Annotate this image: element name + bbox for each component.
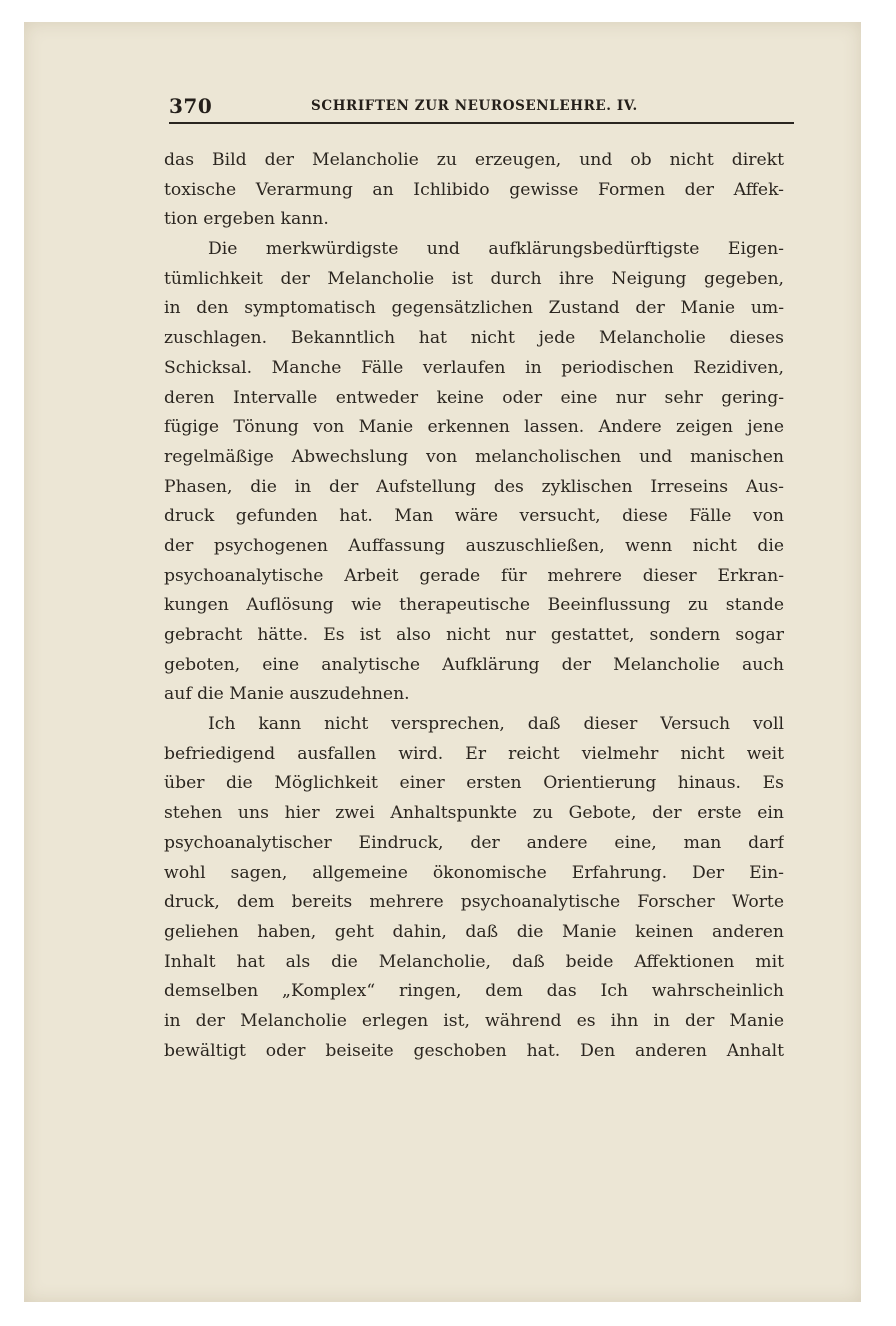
text-line: demselben „Komplex“ ringen, dem das Ich wahrscheinlich: [164, 981, 784, 1002]
text-line: geboten, eine analytische Aufklärung der Melancholie auch: [164, 654, 784, 675]
text-line: in den symptomatisch gegensätzlichen Zustand der Manie um-: [164, 298, 784, 319]
running-head: SCHRIFTEN ZUR NEUROSENLEHRE. IV.: [311, 98, 638, 114]
book-page: [24, 22, 861, 1302]
text-line: stehen uns hier zwei Anhaltspunkte zu Gebote, der erste ein: [164, 803, 784, 824]
page-header: [169, 94, 794, 124]
text-line: druck gefunden hat. Man wäre versucht, diese Fälle von: [164, 506, 784, 527]
text-line: zuschlagen. Bekanntlich hat nicht jede Melancholie dieses: [164, 328, 784, 349]
text-line: der psychogenen Auffassung auszuschließen, wenn nicht die: [164, 535, 784, 556]
text-line: in der Melancholie erlegen ist, während es ihn in der Manie: [164, 1010, 784, 1031]
text-line: Inhalt hat als die Melancholie, daß beide Affektionen mit: [164, 951, 784, 972]
text-line: regelmäßige Abwechslung von melancholischen und manischen: [164, 446, 784, 467]
text-line: Phasen, die in der Aufstellung des zyklischen Irreseins Aus-: [164, 476, 784, 497]
text-line: kungen Auflösung wie therapeutische Beeinflussung zu stande: [164, 595, 784, 616]
text-line: Ich kann nicht versprechen, daß dieser Versuch voll: [208, 714, 784, 735]
text-line: bewältigt oder beiseite geschoben hat. Den anderen Anhalt: [164, 1040, 784, 1061]
text-line: psychoanalytische Arbeit gerade für mehrere dieser Erkran-: [164, 565, 784, 586]
body-text: [164, 146, 784, 1066]
text-line: toxische Verarmung an Ichlibido gewisse Formen der Affek-: [164, 179, 784, 200]
text-line: deren Intervalle entweder keine oder eine nur sehr gering-: [164, 387, 784, 408]
page-number: 370: [169, 94, 213, 118]
text-line: druck, dem bereits mehrere psychoanalytische Forscher Worte: [164, 892, 784, 913]
text-line: Die merkwürdigste und aufklärungsbedürftigste Eigen-: [208, 239, 784, 260]
text-line: tümlichkeit der Melancholie ist durch ihre Neigung gegeben,: [164, 268, 784, 289]
text-line: befriedigend ausfallen wird. Er reicht vielmehr nicht weit: [164, 743, 784, 764]
text-line: das Bild der Melancholie zu erzeugen, und ob nicht direkt: [164, 150, 784, 170]
text-line: psychoanalytischer Eindruck, der andere eine, man darf: [164, 832, 784, 853]
text-line: wohl sagen, allgemeine ökonomische Erfahrung. Der Ein-: [164, 862, 784, 883]
text-line: gebracht hätte. Es ist also nicht nur gestattet, sondern sogar: [164, 625, 784, 645]
text-line: fügige Tönung von Manie erkennen lassen. Andere zeigen jene: [164, 417, 784, 438]
text-line: Schicksal. Manche Fälle verlaufen in periodischen Rezidiven,: [164, 357, 784, 378]
text-line: über die Möglichkeit einer ersten Orientierung hinaus. Es: [164, 773, 784, 794]
text-line: auf die Manie auszudehnen.: [164, 684, 410, 705]
text-line: tion ergeben kann.: [164, 209, 329, 230]
text-line: geliehen haben, geht dahin, daß die Manie keinen anderen: [164, 921, 784, 942]
